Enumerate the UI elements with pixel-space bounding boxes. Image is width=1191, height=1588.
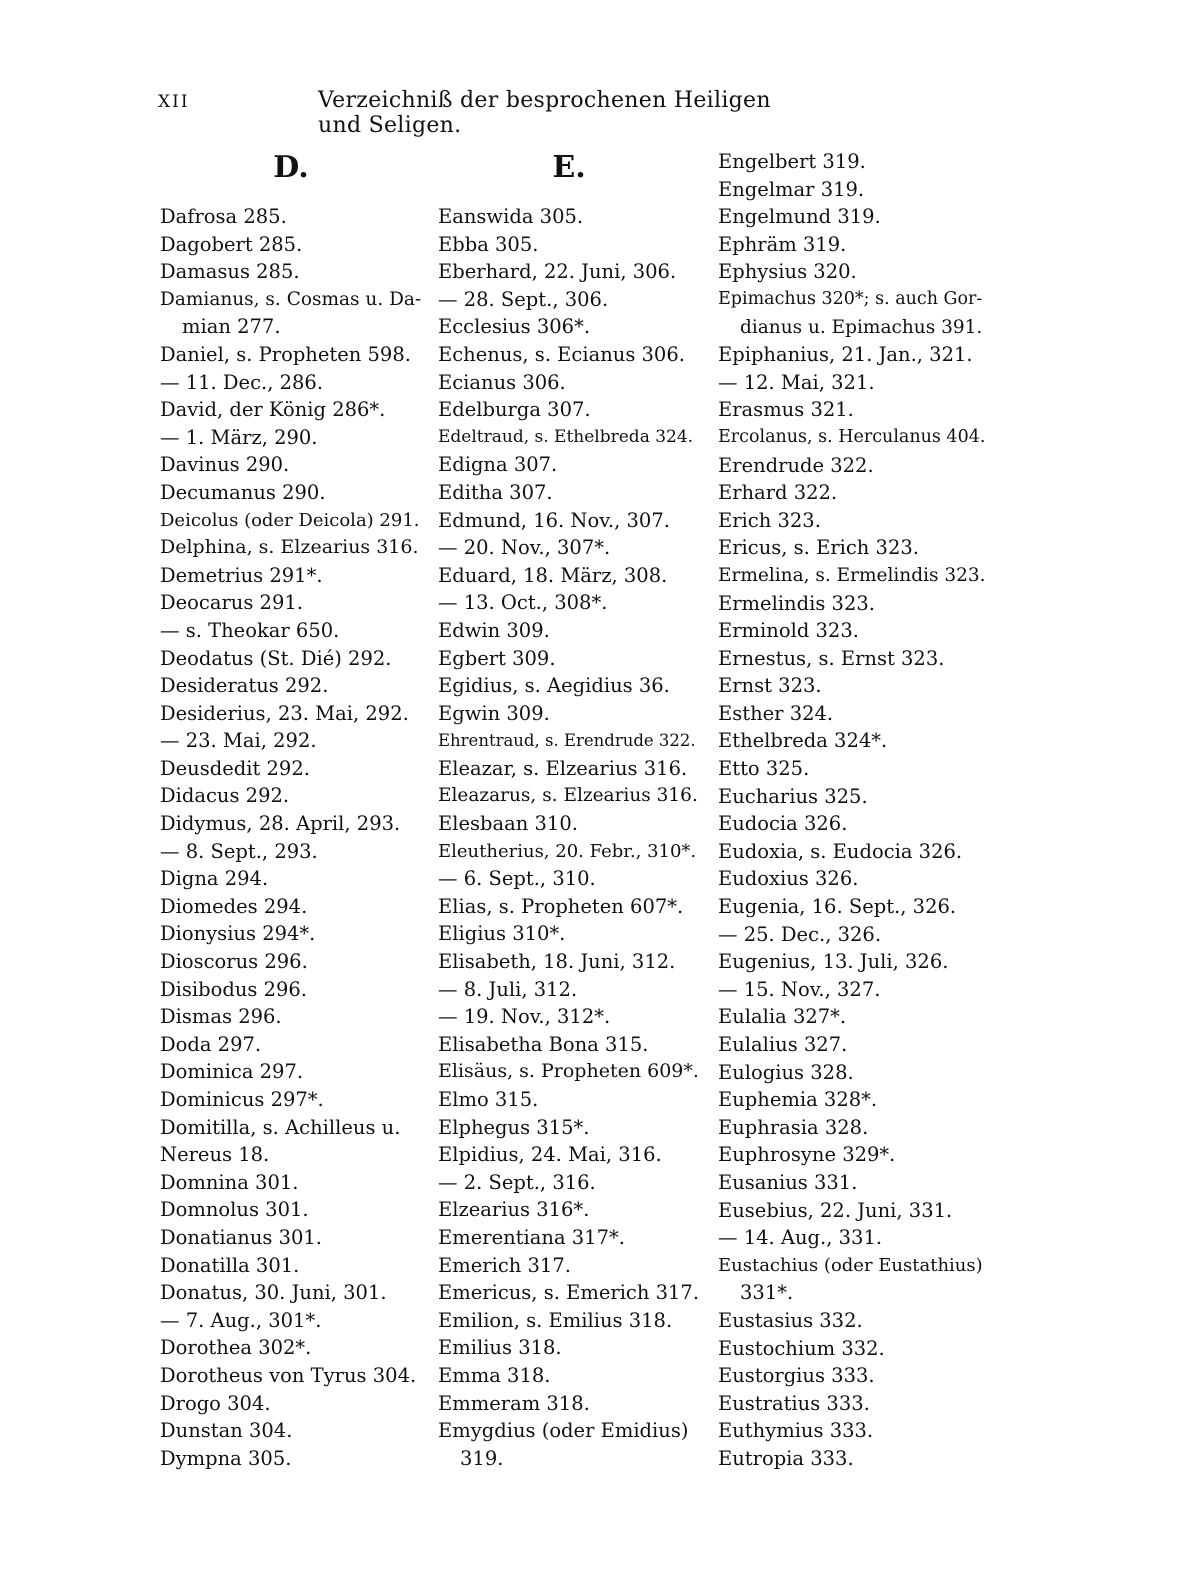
index-entry: Euphrosyne 329*. xyxy=(718,1143,896,1167)
index-entry: Donatus, 30. Juni, 301. xyxy=(160,1281,387,1305)
index-entry: Ermelina, s. Ermelindis 323. xyxy=(718,564,986,586)
index-entry: Davinus 290. xyxy=(160,453,290,477)
index-entry: Dorotheus von Tyrus 304. xyxy=(160,1363,417,1387)
index-entry: — 28. Sept., 306. xyxy=(438,287,609,311)
index-entry: Eanswida 305. xyxy=(438,205,584,228)
index-entry: — 13. Oct., 308*. xyxy=(438,591,608,615)
index-entry: Diomedes 294. xyxy=(160,894,308,918)
index-entry: Eucharius 325. xyxy=(718,784,868,808)
index-entry: Ericus, s. Erich 323. xyxy=(718,536,919,560)
index-entry: Ephräm 319. xyxy=(718,232,847,256)
index-entry: — 1. März, 290. xyxy=(160,425,318,449)
index-entry: Domnolus 301. xyxy=(160,1198,309,1222)
index-entry: 319. xyxy=(460,1446,504,1470)
index-entry: Elesbaan 310. xyxy=(438,812,578,836)
index-entry: — 8. Juli, 312. xyxy=(438,977,578,1001)
entry-list xyxy=(160,203,422,1472)
index-entry: — 14. Aug., 331. xyxy=(718,1226,883,1250)
index-entry: Nereus 18. xyxy=(160,1143,270,1167)
index-entry: Digna 294. xyxy=(160,867,269,891)
index-entry: Eligius 310*. xyxy=(438,922,566,946)
index-entry: Emerich 317. xyxy=(438,1253,571,1277)
index-entry: Deocarus 291. xyxy=(160,591,303,615)
index-entry: Eudoxia, s. Eudocia 326. xyxy=(718,839,963,863)
index-entry: Emericus, s. Emerich 317. xyxy=(438,1281,700,1305)
index-entry: Emerentiana 317*. xyxy=(438,1225,625,1249)
index-entry: Dympna 305. xyxy=(160,1446,292,1470)
index-entry: Emygdius (oder Emidius) xyxy=(438,1419,689,1443)
index-entry: Esther 324. xyxy=(718,701,834,725)
index-entry: Dorothea 302*. xyxy=(160,1336,312,1360)
index-entry: Dioscorus 296. xyxy=(160,950,308,974)
index-entry: Ephysius 320. xyxy=(718,260,857,284)
index-entry: — 15. Nov., 327. xyxy=(718,977,881,1001)
index-entry: Egwin 309. xyxy=(438,701,550,725)
index-entry: Erminold 323. xyxy=(718,619,859,643)
index-entry: Erhard 322. xyxy=(718,481,838,505)
index-entry: Emmeram 318. xyxy=(438,1391,590,1415)
index-column-e-continued xyxy=(718,148,988,1473)
index-entry: Domnina 301. xyxy=(160,1170,299,1194)
index-entry: — 7. Aug., 301*. xyxy=(160,1308,322,1332)
index-entry: Elpidius, 24. Mai, 316. xyxy=(438,1143,662,1167)
index-entry: Eberhard, 22. Juni, 306. xyxy=(438,260,677,284)
index-entry: mian 277. xyxy=(182,315,281,339)
index-entry: Ebba 305. xyxy=(438,232,539,256)
index-entry: Disibodus 296. xyxy=(160,977,308,1001)
page-number: XII xyxy=(158,92,190,112)
index-entry: Elzearius 316*. xyxy=(438,1198,590,1222)
index-entry: Elphegus 315*. xyxy=(438,1115,590,1139)
index-entry: Eustorgius 333. xyxy=(718,1364,875,1388)
page-title: Verzeichniß der besprochenen Heiligen und Seligen. xyxy=(318,88,771,138)
index-entry: Eudocia 326. xyxy=(718,812,848,836)
index-entry: Emilion, s. Emilius 318. xyxy=(438,1308,673,1332)
index-entry: Euphrasia 328. xyxy=(718,1115,869,1139)
index-column-e xyxy=(438,148,700,1472)
index-entry: — 23. Mai, 292. xyxy=(160,729,317,753)
index-entry: Edelburga 307. xyxy=(438,398,591,422)
index-entry: — s. Theokar 650. xyxy=(160,618,340,642)
index-entry: Emilius 318. xyxy=(438,1336,562,1360)
index-entry: Damasus 285. xyxy=(160,260,300,284)
index-entry: Echenus, s. Ecianus 306. xyxy=(438,342,685,366)
index-entry: Drogo 304. xyxy=(160,1391,271,1415)
index-entry: Dafrosa 285. xyxy=(160,205,287,228)
index-entry: Engelmund 319. xyxy=(718,205,881,229)
index-entry: Epimachus 320*; s. auch Gor- xyxy=(718,288,983,309)
index-entry: Edigna 307. xyxy=(438,453,558,477)
index-entry: Erasmus 321. xyxy=(718,398,854,422)
entry-list xyxy=(718,148,988,1473)
index-entry: Eustratius 333. xyxy=(718,1391,870,1415)
running-header xyxy=(150,82,810,138)
index-entry: Engelmar 319. xyxy=(718,177,865,201)
index-entry: Ercolanus, s. Herculanus 404. xyxy=(718,426,986,447)
index-entry: Eustasius 332. xyxy=(718,1308,863,1332)
index-entry: Euthymius 333. xyxy=(718,1419,874,1443)
index-entry: Etto 325. xyxy=(718,757,810,781)
index-entry: Eugenius, 13. Juli, 326. xyxy=(718,950,949,974)
index-entry: Ecianus 306. xyxy=(438,370,566,394)
index-entry: Eudoxius 326. xyxy=(718,867,859,891)
index-entry: Dunstan 304. xyxy=(160,1419,293,1443)
index-entry: Daniel, s. Propheten 598. xyxy=(160,342,411,366)
index-entry: Ecclesius 306*. xyxy=(438,315,591,339)
index-entry: Elmo 315. xyxy=(438,1088,539,1111)
index-entry: Dagobert 285. xyxy=(160,232,303,256)
entry-list xyxy=(438,203,700,1472)
index-entry: Egidius, s. Aegidius 36. xyxy=(438,674,670,698)
index-entry: Donatianus 301. xyxy=(160,1225,322,1249)
index-entry: Euphemia 328*. xyxy=(718,1088,878,1112)
index-entry: Editha 307. xyxy=(438,480,553,504)
index-entry: Dominica 297. xyxy=(160,1060,304,1084)
index-entry: Eulalius 327. xyxy=(718,1033,848,1056)
index-entry: Desideratus 292. xyxy=(160,674,329,698)
index-entry: Eleazar, s. Elzearius 316. xyxy=(438,756,688,780)
section-heading-d: D. xyxy=(273,150,309,185)
index-entry: dianus u. Epimachus 391. xyxy=(740,316,983,338)
index-entry: Decumanus 290. xyxy=(160,480,326,504)
index-entry: Edmund, 16. Nov., 307. xyxy=(438,508,670,532)
index-entry: Eulalia 327*. xyxy=(718,1005,847,1029)
index-entry: Ehrentraud, s. Erendrude 322. xyxy=(438,731,696,751)
index-entry: Erendrude 322. xyxy=(718,453,874,477)
index-entry: Doda 297. xyxy=(160,1032,262,1056)
index-entry: Eustachius (oder Eustathius) xyxy=(718,1254,983,1276)
index-entry: Eulogius 328. xyxy=(718,1060,854,1084)
index-column-d xyxy=(160,148,422,1472)
index-entry: Deodatus (St. Dié) 292. xyxy=(160,646,392,670)
index-entry: Delphina, s. Elzearius 316. xyxy=(160,536,419,559)
index-entry: Demetrius 291*. xyxy=(160,563,323,587)
index-entry: Eleazarus, s. Elzearius 316. xyxy=(438,785,698,807)
index-entry: Elias, s. Propheten 607*. xyxy=(438,894,684,918)
index-entry: Ernestus, s. Ernst 323. xyxy=(718,646,945,670)
index-entry: Elisäus, s. Propheten 609*. xyxy=(438,1060,699,1083)
index-entry: — 19. Nov., 312*. xyxy=(438,1005,611,1029)
index-entry: Didymus, 28. April, 293. xyxy=(160,812,401,836)
index-entry: Didacus 292. xyxy=(160,784,290,808)
index-entry: — 12. Mai, 321. xyxy=(718,370,875,394)
index-entry: Eustochium 332. xyxy=(718,1336,885,1360)
index-entry: Deusdedit 292. xyxy=(160,756,310,780)
index-entry: Eusanius 331. xyxy=(718,1170,858,1194)
index-entry: Ethelbreda 324*. xyxy=(718,729,888,753)
index-entry: 331*. xyxy=(740,1281,794,1305)
index-entry: — 2. Sept., 316. xyxy=(438,1170,596,1194)
index-entry: Dominicus 297*. xyxy=(160,1088,324,1111)
index-entry: Desiderius, 23. Mai, 292. xyxy=(160,701,409,725)
section-heading-e: E. xyxy=(552,150,586,185)
index-entry: Deicolus (oder Deicola) 291. xyxy=(160,509,420,531)
index-entry: Edwin 309. xyxy=(438,618,550,642)
index-entry: Ernst 323. xyxy=(718,674,822,698)
index-entry: Ermelindis 323. xyxy=(718,591,875,615)
index-entry: Eugenia, 16. Sept., 326. xyxy=(718,895,957,919)
index-entry: — 25. Dec., 326. xyxy=(718,922,882,946)
index-entry: Epiphanius, 21. Jan., 321. xyxy=(718,343,973,367)
index-entry: Elisabeth, 18. Juni, 312. xyxy=(438,950,676,974)
index-entry: Egbert 309. xyxy=(438,646,556,670)
index-entry: Engelbert 319. xyxy=(718,150,866,173)
index-entry: Emma 318. xyxy=(438,1363,551,1387)
index-entry: Dismas 296. xyxy=(160,1005,282,1029)
index-entry: Elisabetha Bona 315. xyxy=(438,1032,649,1056)
index-entry: Domitilla, s. Achilleus u. xyxy=(160,1115,401,1139)
index-entry: — 11. Dec., 286. xyxy=(160,370,324,394)
index-entry: Eutropia 333. xyxy=(718,1446,854,1470)
index-entry: Dionysius 294*. xyxy=(160,922,316,946)
index-entry: Erich 323. xyxy=(718,508,821,532)
index-entry: Eleutherius, 20. Febr., 310*. xyxy=(438,840,697,862)
index-entry: — 8. Sept., 293. xyxy=(160,839,318,863)
index-entry: — 6. Sept., 310. xyxy=(438,867,596,891)
index-entry: Damianus, s. Cosmas u. Da- xyxy=(160,288,422,310)
index-entry: — 20. Nov., 307*. xyxy=(438,536,611,560)
index-entry: Eduard, 18. März, 308. xyxy=(438,563,668,587)
index-entry: Edeltraud, s. Ethelbreda 324. xyxy=(438,426,694,447)
index-entry: Donatilla 301. xyxy=(160,1253,300,1277)
index-entry: Eusebius, 22. Juni, 331. xyxy=(718,1198,953,1222)
index-entry: David, der König 286*. xyxy=(160,398,386,422)
